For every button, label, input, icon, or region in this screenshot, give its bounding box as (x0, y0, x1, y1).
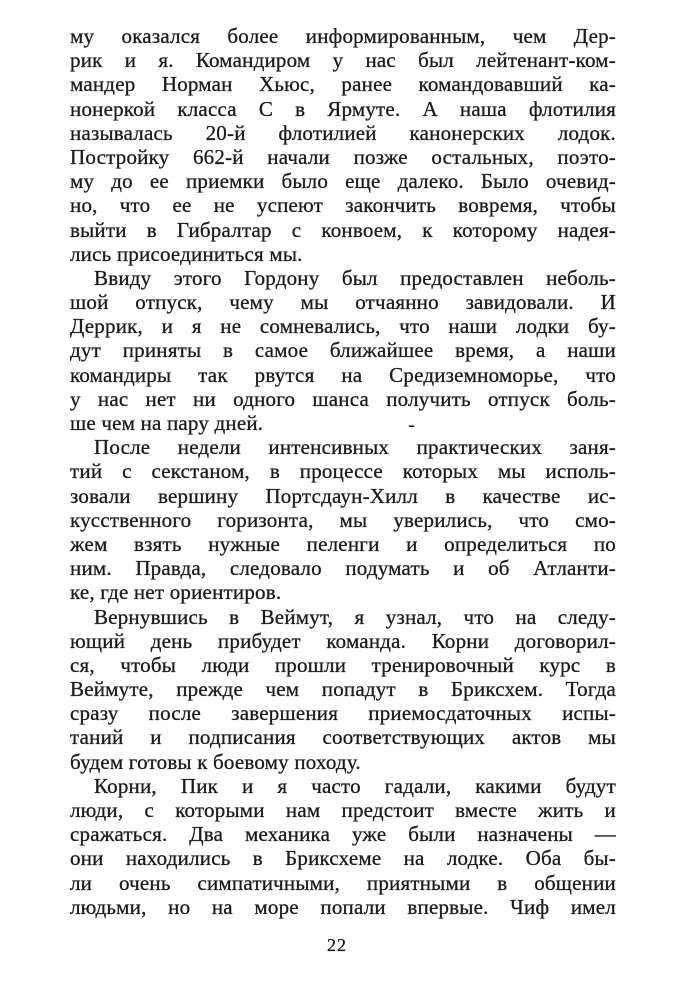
text-line: ше чем на пару дней. (70, 411, 264, 435)
scan-artifact-dash: - (408, 412, 415, 436)
text-line: кусственного горизонта, мы уверились, что смо- (70, 507, 616, 532)
text-line: ним. Правда, следовало подумать и об Атланти- (70, 556, 616, 581)
text-line: Вернувшись в Веймут, я узнал, что на следу- (94, 604, 616, 629)
text-line: ли очень симпатичными, приятными в общении (70, 870, 616, 895)
text-line: у нас нет ни одного шанса получить отпуск боль- (70, 386, 616, 411)
text-line: тий с секстаном, в процессе которых мы исполь- (70, 459, 616, 484)
text-line: После недели интенсивных практических заня- (94, 435, 616, 460)
text-line: называлась 20-й флотилией канонерских лодок. (70, 120, 616, 145)
text-line: нонеркой класса С в Ярмуте. А наша флотилия (70, 96, 616, 121)
text-line: Деррик, и я не сомневались, что наши лодки бу- (70, 314, 616, 339)
text-line: дут приняты в самое ближайшее время, а наши (70, 338, 616, 363)
text-line: но, что ее не успеют закончить вовремя, чтобы (70, 193, 616, 218)
text-line: му до ее приемки было еще далеко. Было очевид- (70, 169, 616, 194)
text-line: они находились в Бриксхеме на лодке. Оба бы- (70, 846, 616, 871)
text-line: выйти в Гибралтар с конвоем, к которому надея- (70, 217, 616, 242)
text-line: будем готовы к боевому походу. (70, 749, 361, 774)
text-line: люди, с которыми нам предстоит вместе жить и (70, 798, 616, 822)
text-line: мандер Норман Хьюс, ранее командовавший ка- (70, 72, 616, 97)
text-line: ке, где нет ориентиров. (70, 580, 282, 605)
text-line: сражаться. Два механика уже были назначены — (70, 822, 616, 847)
text-line: Корни, Пик и я часто гадали, какими будут (94, 773, 616, 798)
text-line: ся, чтобы люди прошли тренировочный курс в (70, 652, 616, 677)
text-line: рик и я. Командиром у нас был лейтенант-ком- (70, 48, 616, 73)
text-line: командиры так рвутся на Средиземноморье, что (70, 362, 616, 387)
text-line: ющий день прибудет команда. Корни договорил- (70, 628, 616, 653)
text-line: таний и подписания соответствующих актов мы (70, 725, 616, 750)
text-line: му оказался более информированным, чем Дер- (70, 24, 616, 48)
page-number: 22 (327, 935, 347, 955)
text-line: лись присоединиться мы. (70, 241, 303, 266)
text-line: жем взять нужные пеленги и определиться по (70, 531, 616, 556)
text-line: Постройку 662-й начали позже остальных, поэто- (70, 144, 616, 169)
text-line: сразу после завершения приемосдаточных испы- (70, 701, 616, 726)
text-line: людьми, но на море попали впервые. Чиф имел (70, 894, 616, 919)
text-line: зовали вершину Портсдаун-Хилл в качестве ис- (70, 483, 616, 508)
text-line: Ввиду этого Гордону был предоставлен неболь- (94, 265, 616, 290)
text-line: Веймуте, прежде чем попадут в Бриксхем. Тогда (70, 677, 616, 702)
body-text (70, 24, 616, 919)
text-line: шой отпуск, чему мы отчаянно завидовали. И (70, 290, 616, 315)
